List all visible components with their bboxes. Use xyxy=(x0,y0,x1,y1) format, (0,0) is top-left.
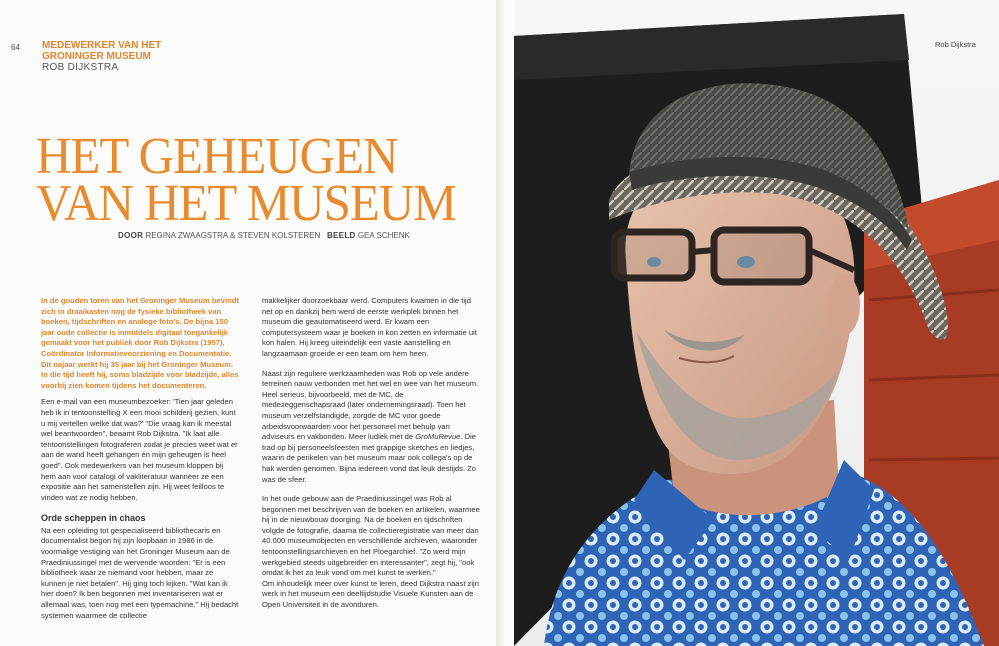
left-page xyxy=(0,0,496,646)
paragraph-1: Een e-mail van een museumbezoeker: 'Tien jaar geleden heb ik in tentoonstelling X een mooi schilderij gezien, kunt u mij vertellen welke dat was?' "Die vraag kan ik meestal wel beantwoorden", beaamt Rob Dijkstra. "Ik laat alle tentoonstellingen fotograferen zodat je precies weet wat er aan de wand heeft gehangen én mijn geheugen is heel goed". Ook medewerkers van het museum kloppen bij hem aan voor catalogi of vakliteratuur wanneer ze een expositie aan het samenstellen zijn. Hij weet feilloos te vinden wat ze nodig hebben. xyxy=(41,397,238,502)
ear xyxy=(828,275,860,335)
section-label xyxy=(42,40,161,73)
door-value: REGINA ZWAAGSTRA & STEVEN KOLSTEREN xyxy=(145,231,321,240)
headline-line-1: HET GEHEUGEN xyxy=(36,126,398,185)
text-column-2 xyxy=(262,296,481,620)
beeld-label: BEELD xyxy=(326,231,356,240)
byline xyxy=(118,231,410,240)
headline-line-2: VAN HET MUSEUM xyxy=(36,174,456,232)
section-label-line-1: MEDEWERKER VAN HET xyxy=(42,40,162,51)
article-headline xyxy=(36,126,476,232)
page-gutter xyxy=(496,0,514,646)
paragraph-6: Om inhoudelijk meer over kunst te leren, deed Dijkstra naast zijn werk in het museum een deeltijdstudie Visuele Kunsten aan de Open Universiteit in de avonduren. xyxy=(262,578,479,610)
article-lead: In de gouden toren van het Groninger Museum bevindt zich in draaikasten nog de fysieke bibliotheek van boeken, tijdschriften en analoge foto's. De bijna 150 jaar oude collectie is inmiddels digitaal toegankelijk gemaakt voor het publiek door Rob Dijkstra (1957), Coördinator Informatievoorziening en Documentatie. Dit najaar werkt hij 35 jaar bij het Groninger Museum. In die tijd heeft hij, soms bladzijde voor bladzijde, alles voorbij zien komen tijdens het documenteren. xyxy=(41,296,239,390)
paragraph-4-start: Naast zijn reguliere werkzaamheden was Rob op vele andere terreinen nauw verbonden met het wel en wee van het museum. Heel serieus, bijvoorbeeld, met de MC, de medezeggenschapsraad (later ondernemingsraad). Toen het museum verzelfstandigde, zorgde de MC voor goede arbeidsvoorwaarden voor het personeel met behulp van adviseurs en vakbonden. Meer ludiek met de xyxy=(262,368,479,442)
subheading: Orde scheppen in chaos xyxy=(41,513,146,524)
text-column-1 xyxy=(41,296,239,627)
paragraph-5: In het oude gebouw aan de Praediniussingel was Rob al begonnen met beschrijven van de boeken en artikelen, waarmee hij in de nieuwbouw doorging. Na de boeken en tijdschriften volgde de fotografie, daarna de collectieregistratie van meer dan 40.000 museumobjecten en verschillende archieven, waaronder tentoonstellingsarchieven en het Ploegarchief. "Zo werd mijn werkgebied steeds uitgebreider en interessanter", zegt hij, "ook omdat ik het zo leuk vond om met kunst te werken." xyxy=(262,494,480,578)
portrait-photo xyxy=(514,0,999,646)
paragraph-4 xyxy=(262,369,481,486)
photo-caption: Rob Dijkstra xyxy=(935,40,976,49)
paragraph-4-end: . Die trad op bij personeelsfeesten met grappige sketches en liedjes, waarin de perikelen van het museum maar ook collega's op de hak werden genomen. Bijna iedereen vond dat leuk destijds. Zo was de sfeer. xyxy=(262,432,477,484)
door-label: DOOR xyxy=(118,231,144,240)
gromurevue-title: GroMuRevue xyxy=(415,432,461,442)
paragraph-3: makkelijker doorzoekbaar werd. Computers kwamen in die tijd net op en dankzij hem werd de eerste werkplek binnen het museum die geautomatiseerd werd. Er kwam een computersysteem waar je boeken in kon zetten en informatie uit kon halen. Hij kreeg uiteindelijk een vaste aanstelling en langzaamaan groeide er een team om hem heen. xyxy=(262,296,477,358)
paragraph-2: Na een opleiding tot gespecialiseerd bibliothecaris en documentalist begon hij zijn loopbaan in 1986 in de voormalige vestiging van het Groninger Museum aan de Praediniussingel met de wervende woorden: "Er is een bibliotheek waar ze niemand voor hebben, maar ze kunnen je niet betalen". Hij ging toch kijken. "Wat kan ik hier doen? Ik ben begonnen met inventariseren wat er allemaal was, toen nog met een typemachine." Hij bedacht systemen waarmee de collectie xyxy=(41,525,239,620)
beeld-value: GEA SCHENK xyxy=(357,231,410,240)
section-name: ROB DIJKSTRA xyxy=(42,62,119,73)
page-number: 64 xyxy=(11,43,20,52)
right-page xyxy=(514,0,999,646)
section-label-line-2: GRONINGER MUSEUM xyxy=(42,51,151,62)
